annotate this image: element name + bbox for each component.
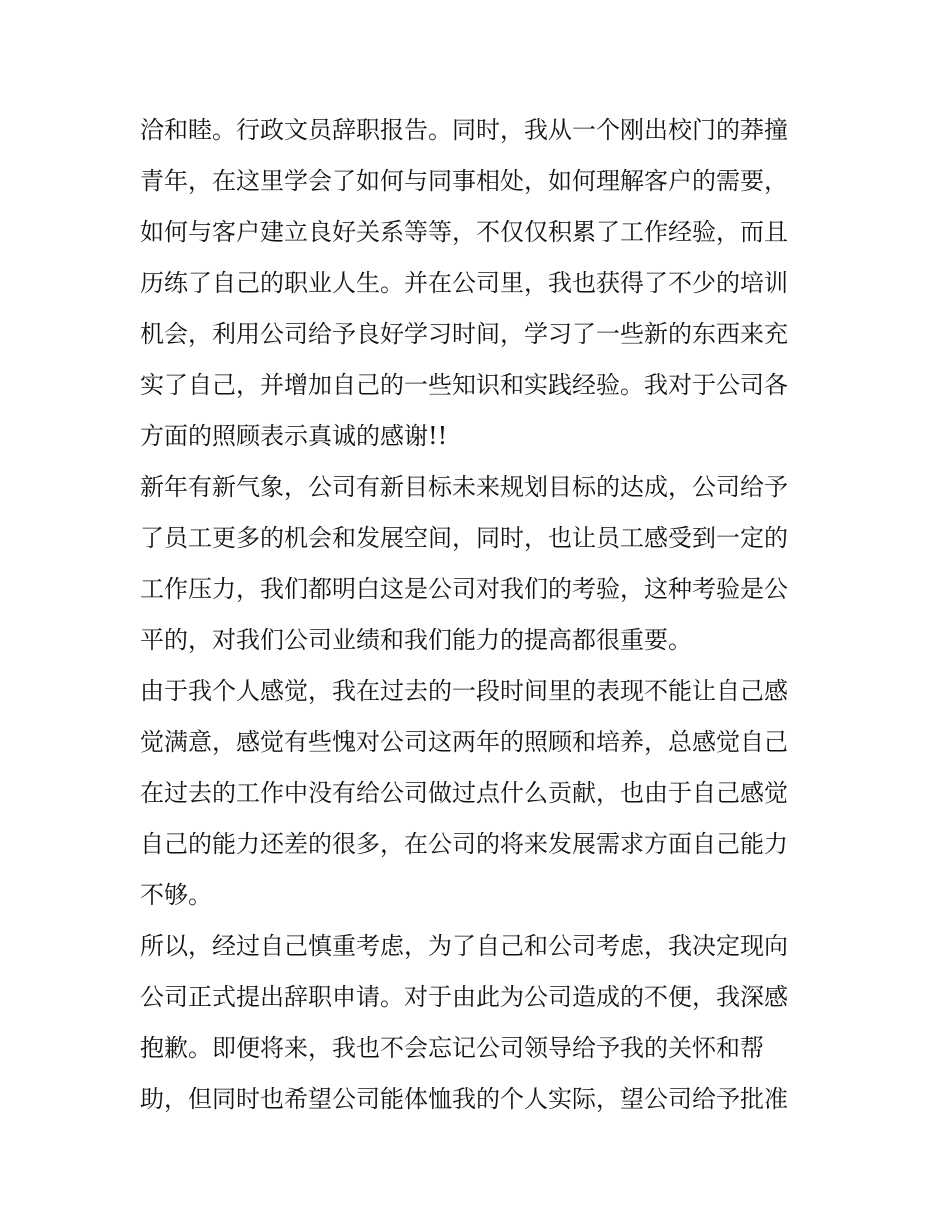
text-line: 实了自己，并增加自己的一些知识和实践经验。我对于公司各 (140, 371, 788, 399)
text-line: 新年有新气象，公司有新目标未来规划目标的达成，公司给予 (140, 473, 788, 501)
text-line: 洽和睦。行政文员辞职报告。同时，我从一个刚出校门的莽撞 (140, 116, 788, 144)
text-line: 由于我个人感觉，我在过去的一段时间里的表现不能让自己感 (140, 677, 788, 705)
text-line: 青年，在这里学会了如何与同事相处，如何理解客户的需要， (140, 167, 788, 195)
text-line: 如何与客户建立良好关系等等，不仅仅积累了工作经验，而且 (140, 218, 788, 246)
text-line: 了员工更多的机会和发展空间，同时，也让员工感受到一定的 (140, 524, 788, 552)
text-line: 历练了自己的职业人生。并在公司里，我也获得了不少的培训 (140, 269, 788, 297)
text-line: 不够。 (140, 881, 212, 909)
document-body (140, 105, 820, 1125)
text-line: 助，但同时也希望公司能体恤我的个人实际，望公司给予批准 (140, 1085, 788, 1113)
text-line: 觉满意，感觉有些愧对公司这两年的照顾和培养，总感觉自己 (140, 728, 788, 756)
text-line: 抱歉。即便将来，我也不会忘记公司领导给予我的关怀和帮 (140, 1034, 764, 1062)
text-line: 工作压力，我们都明白这是公司对我们的考验，这种考验是公 (140, 575, 788, 603)
text-line: 所以，经过自己慎重考虑，为了自己和公司考虑，我决定现向 (140, 932, 788, 960)
text-line: 在过去的工作中没有给公司做过点什么贡献，也由于自己感觉 (140, 779, 788, 807)
text-line: 方面的照顾表示真诚的感谢!! (140, 422, 448, 450)
text-line: 机会，利用公司给予良好学习时间，学习了一些新的东西来充 (140, 320, 788, 348)
text-line: 平的，对我们公司业绩和我们能力的提高都很重要。 (140, 626, 692, 654)
text-line: 公司正式提出辞职申请。对于由此为公司造成的不便，我深感 (140, 983, 788, 1011)
text-line: 自己的能力还差的很多，在公司的将来发展需求方面自己能力 (140, 830, 788, 858)
